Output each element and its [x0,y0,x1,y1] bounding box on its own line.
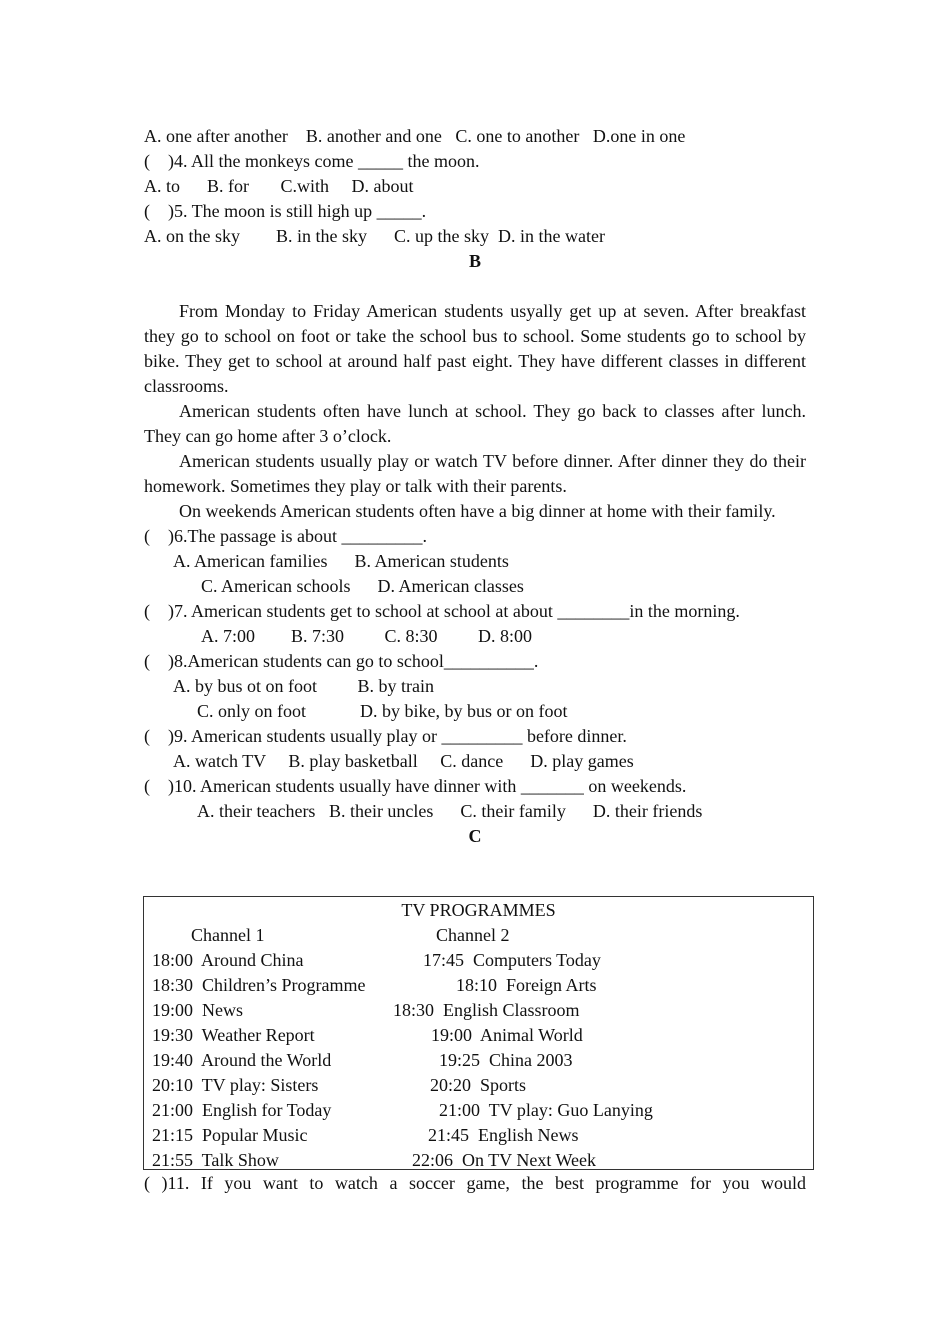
q9-options: A. watch TV B. play basketball C. dance D. play games [173,751,634,771]
q8-options-1: A. by bus ot on foot B. by train [173,676,434,696]
channel-1-programme: 19:00 News [152,1000,243,1020]
channel-1-programme: 21:55 Talk Show [152,1150,279,1170]
q7-stem: ( )7. American students get to school at school at about ________in the morning. [144,601,740,621]
channel-2-programme: 18:30 English Classroom [393,1000,580,1020]
passage-paragraph: American students usually play or watch TV before dinner. After dinner they do their homework. Sometimes they play or talk with their parents. [144,451,806,496]
q5-stem: ( )5. The moon is still high up _____. [144,201,427,221]
q6-stem: ( )6.The passage is about _________. [144,526,427,546]
channel-2-programme: 21:00 TV play: Guo Lanying [439,1100,653,1120]
channel-1-programme: 20:10 TV play: Sisters [152,1075,319,1095]
q3-options: A. one after another B. another and one C. one to another D.one in one [144,126,686,146]
passage-paragraph: From Monday to Friday American students usyally get up at seven. After breakfast they go to school on foot or take the school bus to school. Some students go to school by bike. They get to school at around half past eight. They have different classes in different classrooms. [144,301,806,396]
q5-options: A. on the sky B. in the sky C. up the sky D. in the water [144,226,605,246]
q8-options-2: C. only on foot D. by bike, by bus or on foot [197,701,568,721]
channel-2-programme: 20:20 Sports [430,1075,527,1095]
tv-programmes-table [143,896,814,1170]
q6-options-1: A. American families B. American students [173,551,509,571]
section-b-heading: B [468,251,481,271]
channel-2-programme: 22:06 On TV Next Week [412,1150,597,1170]
section-c-heading: C [468,826,482,846]
q6-options-2: C. American schools D. American classes [201,576,524,596]
channel-2-programme: 19:25 China 2003 [439,1050,573,1070]
channel-2-programme: 19:00 Animal World [431,1025,583,1045]
q4-options: A. to B. for C.with D. about [144,176,414,196]
q4-stem: ( )4. All the monkeys come _____ the moon. [144,151,480,171]
channel-2-programme: 21:45 English News [428,1125,579,1145]
channel-1-programme: 18:00 Around China [152,950,304,970]
q7-options: A. 7:00 B. 7:30 C. 8:30 D. 8:00 [201,626,533,646]
passage-paragraph: On weekends American students often have a big dinner at home with their family. [179,501,776,521]
tv-table-title: TV PROGRAMMES [401,900,556,920]
q10-options: A. their teachers B. their uncles C. their family D. their friends [197,801,703,821]
channel-1-programme: 19:40 Around the World [152,1050,332,1070]
q8-stem: ( )8.American students can go to school__________. [144,651,539,671]
q9-stem: ( )9. American students usually play or _________ before dinner. [144,726,627,746]
channel-2-programme: 17:45 Computers Today [423,950,601,970]
q10-stem: ( )10. American students usually have dinner with _______ on weekends. [144,776,687,796]
q11-stem: ( )11. If you want to watch a soccer game, the best programme for you would [144,1173,806,1193]
passage-paragraph: American students often have lunch at school. They go back to classes after lunch. They can go home after 3 o’clock. [144,401,806,446]
channel-2-header: Channel 2 [436,925,510,945]
worksheet-content [144,124,806,849]
channel-1-programme: 21:00 English for Today [152,1100,332,1120]
channel-1-header: Channel 1 [191,925,265,945]
channel-1-programme: 19:30 Weather Report [152,1025,315,1045]
channel-2-programme: 18:10 Foreign Arts [456,975,597,995]
channel-1-programme: 18:30 Children’s Programme [152,975,366,995]
channel-1-programme: 21:15 Popular Music [152,1125,308,1145]
